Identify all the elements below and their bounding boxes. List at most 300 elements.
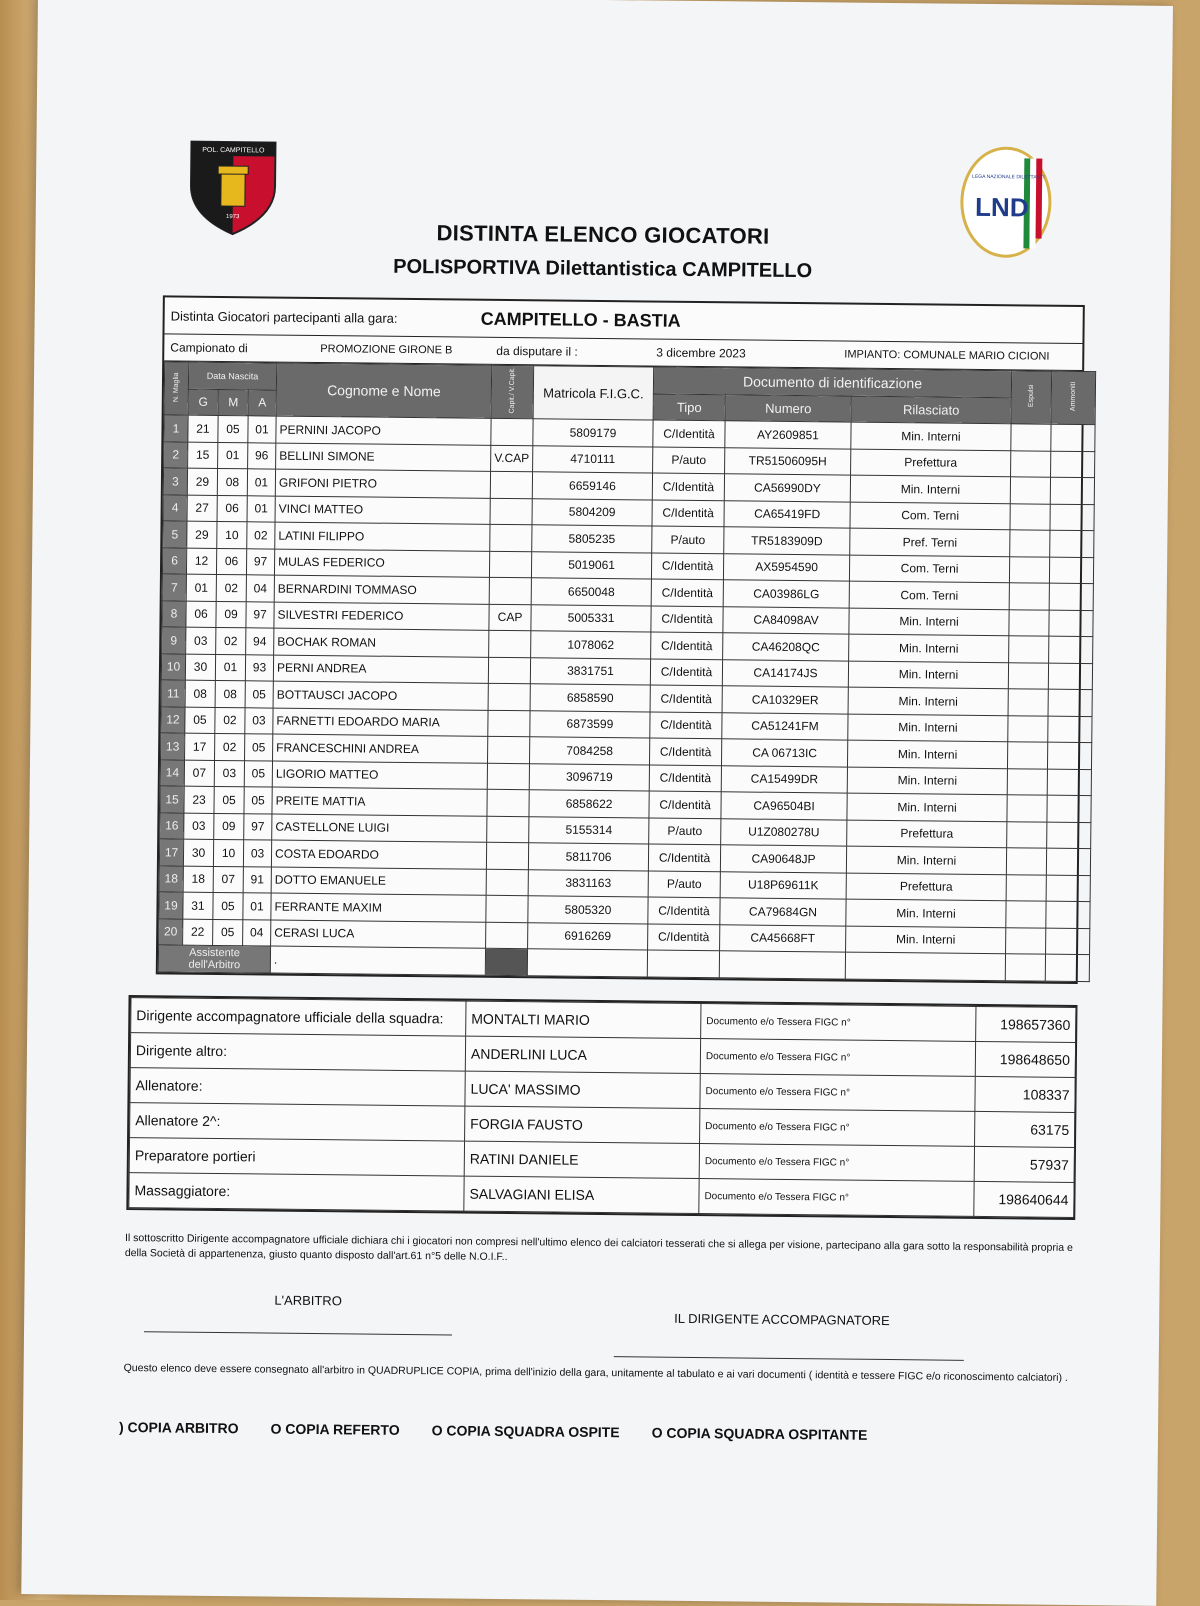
- staff-doc-label: Documento e/o Tessera FIGC n°: [701, 1004, 976, 1042]
- ammoniti-cell: [1047, 769, 1091, 796]
- staff-name: SALVAGIANI ELISA: [464, 1176, 699, 1213]
- document-number: CA84098AV: [723, 606, 849, 634]
- staff-name: FORGIA FAUSTO: [465, 1106, 700, 1143]
- espulsi-cell: [1008, 662, 1048, 689]
- players-table-box: [156, 295, 1085, 983]
- col-tipo: Tipo: [653, 394, 725, 421]
- document-issuer: Min. Interni: [848, 687, 1008, 715]
- document-issuer: Min. Interni: [851, 422, 1011, 450]
- document-sheet: [21, 0, 1173, 1606]
- ammoniti-cell: [1048, 663, 1092, 690]
- birth-day: 30: [183, 839, 213, 866]
- staff-role: Allenatore:: [130, 1068, 465, 1107]
- captain-mark: [490, 498, 532, 525]
- captain-mark: [489, 551, 531, 578]
- matricola: 6916269: [528, 922, 648, 950]
- birth-day: 01: [186, 574, 216, 601]
- matricola: 3096719: [529, 763, 649, 791]
- player-number: 9: [162, 627, 186, 654]
- birth-year: 05: [245, 681, 273, 708]
- birth-month: 09: [214, 813, 244, 840]
- document-number: CA03986LG: [723, 580, 849, 608]
- crest-top-text: POL. CAMPITELLO: [202, 146, 265, 155]
- birth-month: 01: [218, 442, 248, 469]
- captain-mark: [491, 418, 533, 445]
- player-number: 5: [163, 521, 187, 548]
- espulsi-cell: [1007, 795, 1047, 822]
- birth-year: 01: [247, 495, 275, 522]
- document-issuer: Min. Interni: [848, 661, 1008, 689]
- document-type: C/Identità: [651, 579, 723, 606]
- document-type: C/Identità: [650, 738, 722, 765]
- birth-year: 91: [243, 866, 271, 893]
- espulsi-cell: [1009, 636, 1049, 663]
- captain-mark: [489, 630, 531, 657]
- document-number: CA51241FM: [722, 712, 848, 740]
- player-number: 13: [161, 733, 185, 760]
- birth-day: 23: [184, 786, 214, 813]
- espulsi-cell: [1006, 927, 1046, 954]
- birth-year: 05: [244, 787, 272, 814]
- document-type: P/auto: [648, 870, 720, 897]
- document-type: C/Identità: [648, 923, 720, 950]
- staff-doc-number: 108337: [975, 1076, 1075, 1112]
- birth-day: 12: [186, 548, 216, 575]
- player-name: PREITE MATTIA: [272, 787, 487, 816]
- espulsi-cell: [1011, 450, 1051, 477]
- staff-doc-label: Documento e/o Tessera FIGC n°: [699, 1179, 974, 1217]
- ammoniti-cell: [1051, 424, 1095, 451]
- birth-month: 10: [213, 839, 243, 866]
- matricola: 4710111: [533, 445, 653, 473]
- espulsi-cell: [1009, 556, 1049, 583]
- birth-year: 01: [248, 416, 276, 443]
- document-issuer: Min. Interni: [846, 926, 1006, 954]
- birth-day: 30: [185, 654, 215, 681]
- dirigente-signature-label: IL DIRIGENTE ACCOMPAGNATORE: [674, 1310, 890, 1329]
- campionato-label: Campionato di: [170, 340, 248, 356]
- ammoniti-cell: [1049, 583, 1093, 610]
- captain-mark: [487, 816, 529, 843]
- copy-squadra-ospitante: O COPIA SQUADRA OSPITANTE: [651, 1424, 868, 1443]
- copy-referto: O COPIA REFERTO: [270, 1420, 400, 1438]
- copy-arbitro: ) COPIA ARBITRO: [118, 1418, 239, 1437]
- birth-year: 97: [244, 813, 272, 840]
- document-number: CA79684GN: [720, 898, 846, 926]
- document-number: TR5183909D: [724, 527, 850, 555]
- player-name: CERASI LUCA: [271, 920, 486, 949]
- ammoniti-cell: [1047, 795, 1091, 822]
- document-number: CA56990DY: [724, 474, 850, 502]
- club-name: POLISPORTIVA Dilettantistica CAMPITELLO: [393, 255, 813, 283]
- document-issuer: Prefettura: [846, 873, 1006, 901]
- captain-mark: [490, 471, 532, 498]
- captain-mark: [488, 710, 530, 737]
- col-espulsi: Espulsi: [1011, 371, 1052, 424]
- staff-role: Dirigente accompagnatore ufficiale della squadra:: [131, 998, 466, 1037]
- document-type: C/Identità: [651, 553, 723, 580]
- date-value: 3 dicembre 2023: [656, 345, 746, 361]
- matricola: 6873599: [530, 710, 650, 738]
- player-number: 3: [163, 468, 187, 495]
- document-number: CA65419FD: [724, 500, 850, 528]
- player-number: 14: [160, 759, 184, 786]
- birth-month: 05: [214, 786, 244, 813]
- captain-mark: [490, 524, 532, 551]
- espulsi-cell: [1010, 477, 1050, 504]
- birth-year: 93: [245, 654, 273, 681]
- player-name: LATINI FILIPPO: [275, 522, 490, 551]
- staff-role: Dirigente altro:: [130, 1033, 465, 1072]
- matricola: 3831163: [528, 869, 648, 897]
- col-g: G: [188, 389, 218, 416]
- assistente-value: .: [270, 946, 485, 975]
- birth-month: 07: [213, 866, 243, 893]
- matricola: 5804209: [532, 498, 652, 526]
- birth-year: 04: [246, 575, 274, 602]
- birth-year: 03: [243, 840, 271, 867]
- player-name: SILVESTRI FEDERICO: [274, 602, 489, 631]
- col-rilasciato: Rilasciato: [851, 396, 1011, 424]
- document-issuer: Pref. Terni: [850, 528, 1010, 556]
- birth-year: 97: [246, 548, 274, 575]
- birth-day: 27: [187, 495, 217, 522]
- staff-doc-label: Documento e/o Tessera FIGC n°: [700, 1039, 975, 1077]
- ammoniti-cell: [1046, 901, 1090, 928]
- espulsi-cell: [1009, 609, 1049, 636]
- col-documento: Documento di identificazione: [653, 367, 1011, 397]
- assistente-dark-cell: [485, 948, 527, 975]
- matricola: 7084258: [530, 737, 650, 765]
- birth-year: 05: [245, 734, 273, 761]
- birth-day: 15: [188, 442, 218, 469]
- birth-year: 02: [247, 522, 275, 549]
- col-m: M: [218, 389, 248, 416]
- espulsi-cell: [1007, 768, 1047, 795]
- date-label: da disputare il :: [496, 343, 578, 359]
- birth-day: 07: [184, 760, 214, 787]
- captain-mark: [487, 789, 529, 816]
- player-name: FARNETTI EDOARDO MARIA: [273, 708, 488, 737]
- player-name: LIGORIO MATTEO: [272, 761, 487, 790]
- staff-doc-number: 57937: [974, 1146, 1074, 1182]
- staff-name: ANDERLINI LUCA: [465, 1036, 700, 1073]
- document-type: C/Identità: [649, 791, 721, 818]
- espulsi-cell: [1010, 503, 1050, 530]
- matricola: 5155314: [529, 816, 649, 844]
- document-number: CA14174JS: [722, 659, 848, 687]
- captain-mark: [488, 657, 530, 684]
- birth-day: 29: [187, 468, 217, 495]
- document-type: C/Identità: [649, 765, 721, 792]
- player-number: 8: [162, 600, 186, 627]
- document-number: CA90648JP: [720, 845, 846, 873]
- player-number: 16: [160, 812, 184, 839]
- staff-role: Allenatore 2^:: [130, 1103, 465, 1142]
- document-issuer: Min. Interni: [847, 767, 1007, 795]
- ammoniti-cell: [1047, 822, 1091, 849]
- document-type: P/auto: [653, 447, 725, 474]
- staff-table-box: [126, 995, 1077, 1220]
- ammoniti-cell: [1051, 451, 1095, 478]
- campionato-value: PROMOZIONE GIRONE B: [320, 343, 453, 357]
- birth-day: 06: [186, 601, 216, 628]
- captain-mark: [488, 736, 530, 763]
- player-number: 2: [164, 441, 188, 468]
- document-issuer: Prefettura: [851, 449, 1011, 477]
- espulsi-cell: [1008, 689, 1048, 716]
- player-number: 18: [159, 865, 183, 892]
- matricola: 6858622: [529, 790, 649, 818]
- players-table: [158, 361, 1096, 981]
- matricola: 5805320: [528, 896, 648, 924]
- birth-day: 08: [185, 680, 215, 707]
- birth-month: 02: [215, 733, 245, 760]
- captain-mark: [486, 895, 528, 922]
- declaration-text: Il sottoscritto Dirigente accompagnatore ufficiale dichiara chi i giocatori non compresi nell'ultimo elenco dei calciatori tesserati che si allega per visione, partecipano alla gara sotto la responsabilità propria e della Società di appartenenza, giusto quanto disposto dall'art.61 n°5 delle N.O.I.F..: [124, 1232, 1073, 1264]
- document-issuer: Com. Terni: [850, 502, 1010, 530]
- document-issuer: Min. Interni: [846, 899, 1006, 927]
- ammoniti-cell: [1046, 848, 1090, 875]
- player-name: BOCHAK ROMAN: [274, 628, 489, 657]
- document-issuer: Com. Terni: [849, 581, 1009, 609]
- matricola: 1078062: [531, 631, 651, 659]
- captain-mark: V.CAP: [491, 445, 533, 472]
- player-name: BELLINI SIMONE: [276, 443, 491, 472]
- matricola: 5005331: [531, 604, 651, 632]
- player-number: 20: [159, 918, 183, 945]
- col-capit: Capit./ V.Capit.: [491, 365, 534, 418]
- document-issuer: Min. Interni: [849, 608, 1009, 636]
- birth-year: 03: [245, 707, 273, 734]
- arbitro-signature-label: L'ARBITRO: [274, 1292, 342, 1309]
- player-number: 1: [164, 415, 188, 442]
- staff-name: RATINI DANIELE: [464, 1141, 699, 1178]
- document-type: C/Identità: [651, 632, 723, 659]
- birth-month: 05: [218, 415, 248, 442]
- document-number: CA96504BI: [721, 792, 847, 820]
- captain-mark: [486, 922, 528, 949]
- espulsi-cell: [1010, 530, 1050, 557]
- copy-squadra-ospite: O COPIA SQUADRA OSPITE: [431, 1422, 620, 1441]
- player-name: PERNINI JACOPO: [276, 416, 491, 445]
- crest-year-text: 1973: [225, 214, 240, 221]
- copies-row: [119, 1419, 1079, 1445]
- ammoniti-cell: [1050, 530, 1094, 557]
- birth-month: 08: [217, 468, 247, 495]
- player-number: 17: [159, 839, 183, 866]
- player-rows: [159, 415, 1096, 955]
- birth-day: 29: [187, 521, 217, 548]
- document-issuer: Min. Interni: [846, 846, 1006, 874]
- birth-month: 05: [213, 892, 243, 919]
- matricola: 5811706: [528, 843, 648, 871]
- player-number: 6: [162, 547, 186, 574]
- ammoniti-cell: [1049, 636, 1093, 663]
- birth-year: 01: [243, 893, 271, 920]
- matricola: 6659146: [532, 472, 652, 500]
- captain-mark: [488, 683, 530, 710]
- document-type: C/Identità: [651, 606, 723, 633]
- col-a: A: [248, 389, 276, 416]
- document-number: AY2609851: [725, 421, 851, 449]
- lnd-subtext: LEGA NAZIONALE DILETTANTI: [972, 173, 1045, 181]
- document-issuer: Prefettura: [847, 820, 1007, 848]
- document-issuer: Min. Interni: [848, 740, 1008, 768]
- col-ammoniti: Ammoniti: [1051, 371, 1096, 424]
- birth-month: 02: [216, 627, 246, 654]
- staff-doc-label: Documento e/o Tessera FIGC n°: [700, 1074, 975, 1112]
- player-name: FERRANTE MAXIM: [271, 893, 486, 922]
- document-type: P/auto: [652, 526, 724, 553]
- document-type: C/Identità: [650, 659, 722, 686]
- player-name: CASTELLONE LUIGI: [272, 814, 487, 843]
- player-name: BERNARDINI TOMMASO: [274, 575, 489, 604]
- ammoniti-cell: [1050, 477, 1094, 504]
- player-name: VINCI MATTEO: [275, 496, 490, 525]
- espulsi-cell: [1007, 821, 1047, 848]
- document-issuer: Min. Interni: [850, 475, 1010, 503]
- matricola: 3831751: [530, 657, 650, 685]
- matricola: 5019061: [531, 551, 651, 579]
- birth-day: 03: [186, 627, 216, 654]
- player-name: COSTA EDOARDO: [271, 840, 486, 869]
- lnd-text: LND: [974, 191, 1029, 223]
- player-number: 11: [161, 680, 185, 707]
- staff-table: [128, 997, 1076, 1218]
- birth-day: 03: [184, 813, 214, 840]
- match-label: Distinta Giocatori partecipanti alla gara:: [170, 307, 398, 326]
- ammoniti-cell: [1049, 610, 1093, 637]
- staff-name: LUCA' MASSIMO: [465, 1071, 700, 1108]
- birth-month: 03: [214, 760, 244, 787]
- ammoniti-cell: [1046, 875, 1090, 902]
- birth-month: 02: [215, 707, 245, 734]
- espulsi-cell: [1006, 901, 1046, 928]
- document-type: C/Identità: [653, 420, 725, 447]
- staff-role: Preparatore portieri: [129, 1138, 464, 1177]
- dirigente-signature-line: [614, 1356, 964, 1361]
- birth-month: 02: [216, 574, 246, 601]
- col-data-nascita: Data Nascita: [188, 362, 276, 389]
- document-number: U1Z080278U: [721, 818, 847, 846]
- matricola: 5809179: [533, 419, 653, 447]
- document-type: C/Identità: [648, 897, 720, 924]
- document-type: C/Identità: [652, 473, 724, 500]
- espulsi-cell: [1011, 424, 1051, 451]
- espulsi-cell: [1008, 742, 1048, 769]
- captain-mark: [487, 763, 529, 790]
- document-type: C/Identità: [652, 500, 724, 527]
- document-type: C/Identità: [650, 712, 722, 739]
- match-teams: CAMPITELLO - BASTIA: [480, 308, 681, 331]
- staff-doc-label: Documento e/o Tessera FIGC n°: [699, 1144, 974, 1182]
- document-title: DISTINTA ELENCO GIOCATORI: [436, 220, 770, 249]
- ammoniti-cell: [1049, 557, 1093, 584]
- document-type: P/auto: [649, 818, 721, 845]
- col-n-maglia: N. Maglia: [164, 362, 189, 415]
- birth-month: 05: [213, 919, 243, 946]
- player-name: GRIFONI PIETRO: [275, 469, 490, 498]
- player-number: 15: [160, 786, 184, 813]
- birth-day: 22: [183, 919, 213, 946]
- player-name: FRANCESCHINI ANDREA: [273, 734, 488, 763]
- document-number: CA15499DR: [721, 765, 847, 793]
- col-matricola: Matricola F.I.G.C.: [533, 366, 654, 420]
- birth-year: 05: [244, 760, 272, 787]
- ammoniti-cell: [1048, 689, 1092, 716]
- birth-year: 96: [248, 442, 276, 469]
- birth-day: 05: [185, 707, 215, 734]
- player-name: MULAS FEDERICO: [274, 549, 489, 578]
- delivery-note: Questo elenco deve essere consegnato all'arbitro in QUADRUPLICE COPIA, prima dell'inizio della gara, unitamente al tabulato e ai vari documenti ( identità e tessere FIGC e/o riconoscimento calciatori) .: [123, 1362, 1068, 1384]
- player-number: 7: [162, 574, 186, 601]
- impianto-value: IMPIANTO: COMUNALE MARIO CICIONI: [844, 348, 1050, 363]
- document-number: CA10329ER: [722, 686, 848, 714]
- document-number: CA45668FT: [720, 924, 846, 952]
- matricola: 6858590: [530, 684, 650, 712]
- staff-name: MONTALTI MARIO: [466, 1001, 701, 1038]
- captain-mark: [489, 577, 531, 604]
- birth-month: 10: [217, 521, 247, 548]
- staff-doc-number: 63175: [975, 1111, 1075, 1147]
- ammoniti-cell: [1048, 742, 1092, 769]
- birth-month: 08: [215, 680, 245, 707]
- col-nome: Cognome e Nome: [276, 363, 492, 418]
- ammoniti-cell: [1050, 504, 1094, 531]
- espulsi-cell: [1009, 583, 1049, 610]
- player-number: 19: [159, 892, 183, 919]
- birth-day: 18: [183, 866, 213, 893]
- birth-day: 17: [185, 733, 215, 760]
- birth-month: 09: [216, 601, 246, 628]
- col-numero: Numero: [725, 394, 851, 422]
- birth-day: 21: [188, 415, 218, 442]
- player-name: PERNI ANDREA: [273, 655, 488, 684]
- player-name: DOTTO EMANUELE: [271, 867, 486, 896]
- player-number: 10: [161, 653, 185, 680]
- document-issuer: Min. Interni: [847, 793, 1007, 821]
- ammoniti-cell: [1048, 716, 1092, 743]
- document-issuer: Com. Terni: [849, 555, 1009, 583]
- arbitro-signature-line: [144, 1331, 452, 1335]
- document-type: C/Identità: [650, 685, 722, 712]
- birth-month: 01: [215, 654, 245, 681]
- document-number: TR51506095H: [725, 447, 851, 475]
- birth-month: 06: [216, 548, 246, 575]
- document-issuer: Min. Interni: [848, 714, 1008, 742]
- espulsi-cell: [1008, 715, 1048, 742]
- document-number: CA 06713IC: [722, 739, 848, 767]
- staff-doc-number: 198648650: [975, 1041, 1075, 1077]
- document-type: C/Identità: [648, 844, 720, 871]
- birth-year: 97: [246, 601, 274, 628]
- espulsi-cell: [1006, 848, 1046, 875]
- player-number: 12: [161, 706, 185, 733]
- assistente-label: Assistente dell'Arbitro: [158, 945, 270, 973]
- birth-year: 94: [246, 628, 274, 655]
- staff-role: Massaggiatore:: [129, 1173, 464, 1212]
- staff-doc-number: 198640644: [974, 1181, 1074, 1217]
- birth-year: 04: [243, 919, 271, 946]
- captain-mark: [486, 869, 528, 896]
- document-number: AX5954590: [723, 553, 849, 581]
- birth-year: 01: [247, 469, 275, 496]
- document-number: U18P69611K: [720, 871, 846, 899]
- matricola: 6650048: [531, 578, 651, 606]
- captain-mark: [486, 842, 528, 869]
- birth-month: 06: [217, 495, 247, 522]
